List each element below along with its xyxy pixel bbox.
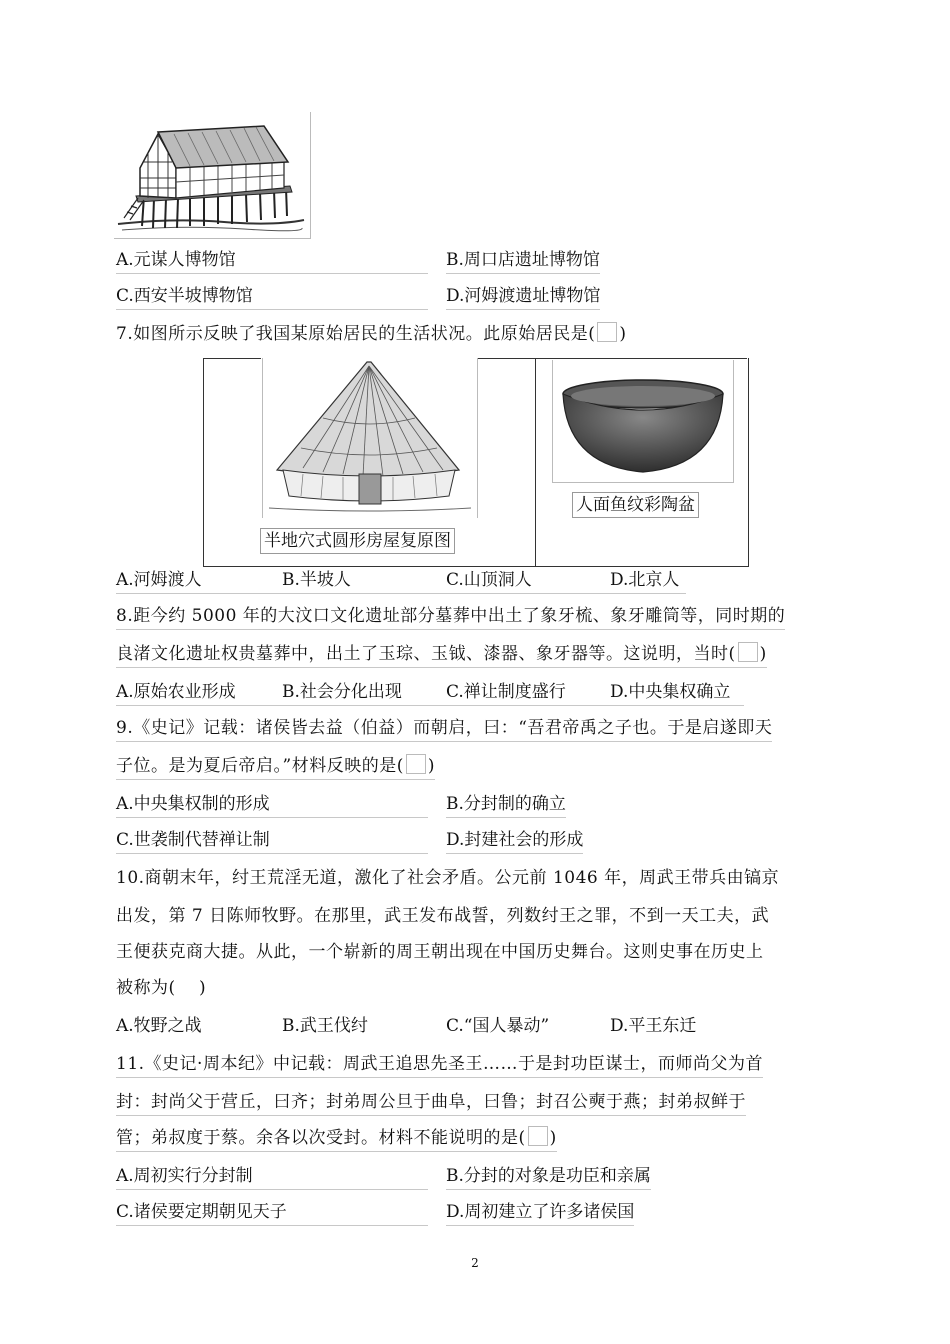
caption-pottery-bowl: 人面鱼纹彩陶盆: [572, 492, 699, 518]
q7-option-c: C.山顶洞人: [446, 570, 532, 590]
q8-line-2: 良渚文化遗址权贵墓葬中，出土了玉琮、玉钺、漆器、象牙器等。这说明，当时( ): [116, 642, 767, 668]
q11-line-2: 封：封尚父于营丘，曰齐；封弟周公旦于曲阜，曰鲁；封召公奭于燕；封弟叔鲜于: [116, 1090, 746, 1116]
q9-option-b: B.分封制的确立: [446, 792, 566, 818]
q9-option-a: A.中央集权制的形成: [116, 792, 428, 818]
q11-option-a: A.周初实行分封制: [116, 1164, 428, 1190]
q8-option-c: C.禅让制度盛行: [446, 682, 566, 702]
q11-line-1: 11.《史记·周本纪》中记载：周武王追思先圣王……于是封功臣谋士，而师尚父为首: [116, 1052, 763, 1078]
q10-line-1: 10.商朝末年，纣王荒淫无道，激化了社会矛盾。公元前 1046 年，周武王带兵由镐京: [116, 868, 780, 888]
q7-options-row: [116, 568, 686, 594]
q6-option-d: D.河姆渡遗址博物馆: [446, 284, 600, 310]
q9-line-2: 子位。是为夏后帝启。”材料反映的是( ): [116, 754, 435, 780]
q7-figure-divider: [535, 358, 536, 567]
q7-option-b: B.半坡人: [282, 570, 351, 590]
q9-option-c: C.世袭制代替禅让制: [116, 828, 428, 854]
q10-option-a: A.牧野之战: [116, 1016, 202, 1036]
stilt-house-image: [114, 112, 311, 239]
q10-option-c: C.“国人暴动”: [446, 1016, 550, 1036]
q8-option-b: B.社会分化出现: [282, 682, 402, 702]
page-number: 2: [471, 1256, 479, 1270]
q10-option-d: D.平王东迁: [610, 1016, 697, 1036]
q11-option-d: D.周初建立了许多诸侯国: [446, 1200, 634, 1226]
q7-option-d: D.北京人: [610, 570, 680, 590]
q11-option-b: B.分封的对象是功臣和亲属: [446, 1164, 651, 1190]
q10-options-row: [116, 1014, 744, 1038]
q10-line-3: 王便获克商大捷。从此，一个崭新的周王朝出现在中国历史舞台。这则史事在历史上: [116, 942, 764, 962]
q8-options-row: [116, 680, 744, 706]
q6-option-c: C.西安半坡博物馆: [116, 284, 428, 310]
q10-line-2: 出发，第 7 日陈师牧野。在那里，武王发布战誓，列数纣王之罪，不到一天工夫，武: [116, 906, 770, 926]
painted-pottery-bowl-image: [552, 360, 734, 483]
q7-figure-top-right: [477, 358, 747, 359]
answer-blank: [738, 642, 758, 662]
round-hut-image: [262, 358, 478, 518]
q11-option-c: C.诸侯要定期朝见天子: [116, 1200, 428, 1226]
q8-option-a: A.原始农业形成: [116, 682, 236, 702]
answer-blank: [528, 1126, 548, 1146]
q7-stem: 7.如图所示反映了我国某原始居民的生活状况。此原始居民是( ): [116, 324, 627, 344]
answer-blank: [597, 322, 617, 342]
q11-line-3: 管；弟叔度于蔡。余各以次受封。材料不能说明的是( ): [116, 1126, 557, 1152]
q10-option-b: B.武王伐纣: [282, 1016, 368, 1036]
q9-line-1: 9.《史记》记载：诸侯皆去益（伯益）而朝启，曰：“吾君帝禹之子也。于是启遂即天: [116, 716, 772, 742]
q9-option-d: D.封建社会的形成: [446, 828, 583, 854]
q7-figure-top-left: [203, 358, 261, 359]
q8-option-d: D.中央集权确立: [610, 682, 731, 702]
q8-line-1: 8.距今约 5000 年的大汶口文化遗址部分墓葬中出土了象牙梳、象牙雕筒等，同时期的: [116, 604, 785, 630]
q6-option-b: B.周口店遗址博物馆: [446, 248, 600, 274]
answer-blank: [406, 754, 426, 774]
q10-line-4: 被称为( ): [116, 978, 207, 998]
q6-option-a: A.元谋人博物馆: [116, 248, 428, 274]
caption-round-house: 半地穴式圆形房屋复原图: [260, 528, 455, 554]
q7-option-a: A.河姆渡人: [116, 570, 202, 590]
